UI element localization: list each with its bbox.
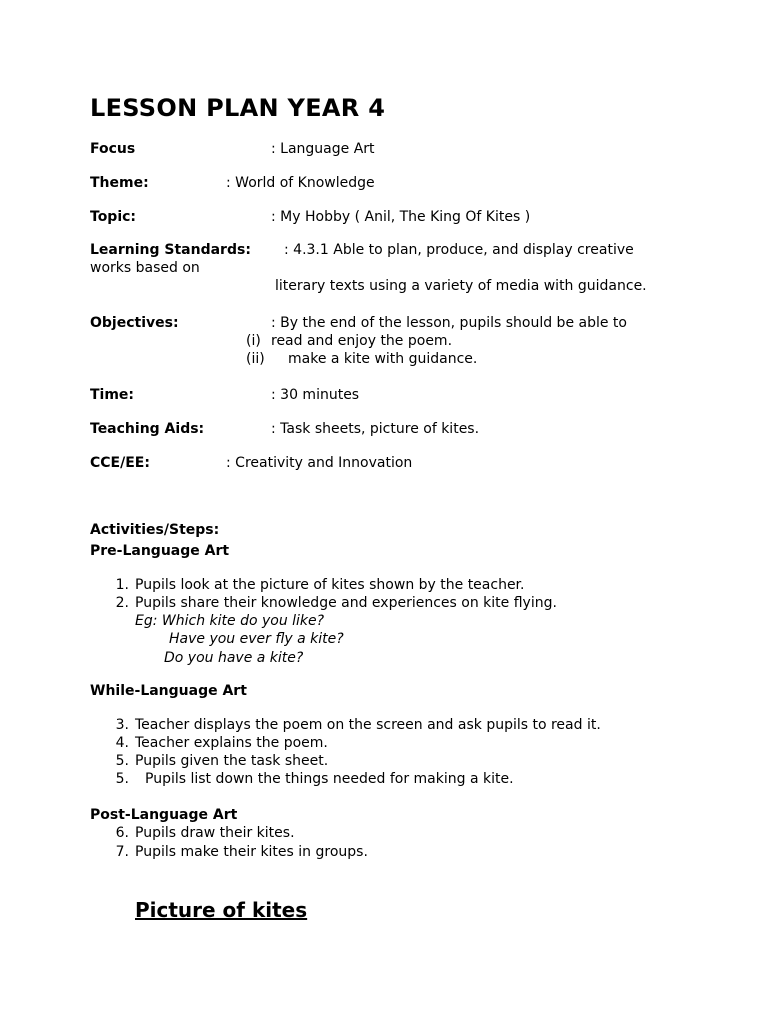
cce-value: : Creativity and Innovation — [226, 455, 413, 471]
focus-value: : Language Art — [271, 141, 375, 157]
objectives-intro: : By the end of the lesson, pupils should be able to — [271, 315, 627, 331]
while-language-heading: While-Language Art — [90, 683, 247, 699]
objectives-label: Objectives: — [90, 315, 179, 331]
list-item-text: Pupils share their knowledge and experiences on kite flying. — [135, 595, 557, 611]
focus-label: Focus — [90, 141, 136, 157]
example-question: Do you have a kite? — [164, 650, 304, 666]
list-item-number: 5. — [115, 753, 129, 769]
topic-value: : My Hobby ( Anil, The King Of Kites ) — [271, 209, 531, 225]
list-item-number: 3. — [115, 717, 129, 733]
list-item — [111, 843, 368, 861]
objective-item-text: read and enjoy the poem. — [271, 333, 453, 349]
list-item — [111, 734, 328, 752]
list-item-text: Pupils list down the things needed for making a kite. — [145, 771, 514, 787]
example-question: Eg: Which kite do you like? — [135, 613, 325, 629]
learning-standards-line3: literary texts using a variety of media with guidance. — [275, 278, 647, 294]
page-title: LESSON PLAN YEAR 4 — [90, 94, 386, 122]
pre-language-heading: Pre-Language Art — [90, 543, 230, 559]
cce-label: CCE/EE: — [90, 455, 150, 471]
list-item — [111, 594, 557, 612]
list-item-number: 1. — [115, 577, 129, 593]
post-language-heading: Post-Language Art — [90, 807, 238, 823]
list-item — [111, 752, 328, 770]
list-item-number: 4. — [115, 735, 129, 751]
theme-value: : World of Knowledge — [226, 175, 375, 191]
list-item — [111, 576, 524, 594]
list-item — [111, 824, 295, 842]
objective-item-num: (ii) — [246, 351, 265, 367]
learning-standards-line1: : 4.3.1 Able to plan, produce, and display creative — [284, 242, 634, 258]
example-question: Have you ever fly a kite? — [169, 631, 344, 647]
topic-label: Topic: — [90, 209, 137, 225]
list-item-number: 5. — [115, 771, 129, 787]
objective-item-num: (i) — [246, 333, 261, 349]
list-item — [111, 716, 601, 734]
list-item-text: Pupils given the task sheet. — [135, 753, 329, 769]
list-item-text: Teacher explains the poem. — [135, 735, 328, 751]
teaching-aids-value: : Task sheets, picture of kites. — [271, 421, 480, 437]
picture-of-kites-heading: Picture of kites — [135, 898, 308, 922]
list-item-text: Pupils look at the picture of kites shown by the teacher. — [135, 577, 525, 593]
list-item — [111, 770, 514, 788]
theme-label: Theme: — [90, 175, 149, 191]
learning-standards-label: Learning Standards: — [90, 242, 251, 258]
time-label: Time: — [90, 387, 135, 403]
list-item-text: Teacher displays the poem on the screen and ask pupils to read it. — [135, 717, 601, 733]
list-item-text: Pupils make their kites in groups. — [135, 844, 368, 860]
list-item-number: 6. — [115, 825, 129, 841]
list-item-number: 2. — [115, 595, 129, 611]
activities-heading: Activities/Steps: — [90, 522, 220, 538]
teaching-aids-label: Teaching Aids: — [90, 421, 205, 437]
time-value: : 30 minutes — [271, 387, 360, 403]
objective-item-text: make a kite with guidance. — [288, 351, 478, 367]
list-item-text: Pupils draw their kites. — [135, 825, 295, 841]
learning-standards-line2: works based on — [90, 260, 200, 276]
list-item-number: 7. — [115, 844, 129, 860]
